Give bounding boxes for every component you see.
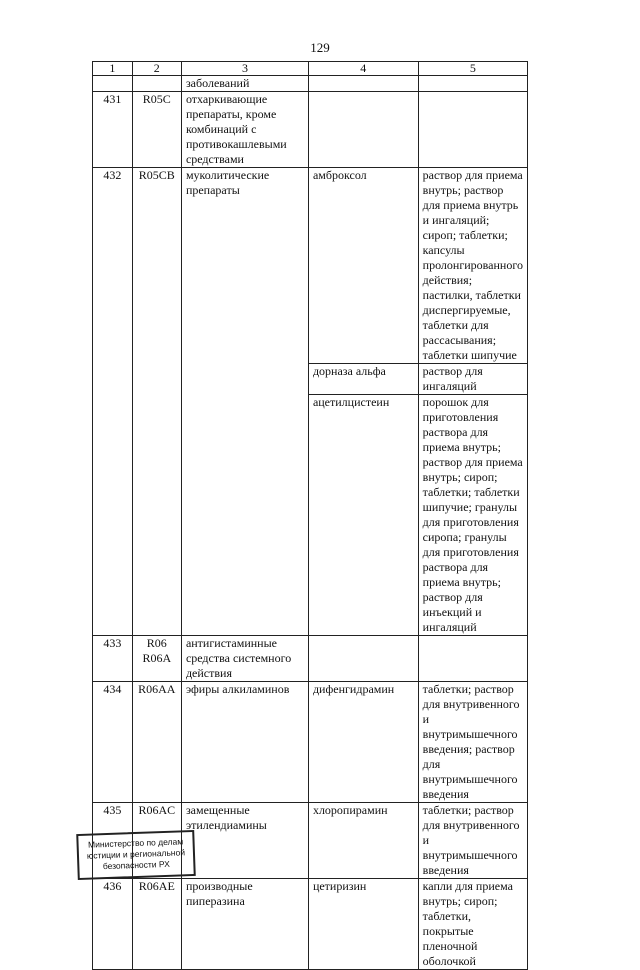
cell-number [93, 76, 133, 92]
cell-number: 431 [93, 92, 133, 168]
page-number: 129 [310, 40, 330, 55]
cell-dosage-form [418, 76, 527, 92]
column-number: 3 [181, 62, 308, 76]
cell-dosage-form: порошок для приготовления раствора для приема внутрь; раствор для приема внутрь; сироп; таблетки; таблетки шипучие; гранулы для приготовления сиропа; гранулы для приготовления раствора для приема внутрь; раствор для инъекций и ингаляций [418, 395, 527, 636]
cell-group-name: отхаркивающие препараты, кроме комбинаций с противокашлевыми средствами [181, 92, 308, 168]
cell-group-name: замещенные этилендиамины [181, 803, 308, 879]
stamp-line: безопасности РХ [102, 858, 171, 872]
cell-atc-code: R06AC [132, 803, 181, 879]
column-number: 4 [308, 62, 418, 76]
cell-atc-code: R05CB [132, 168, 181, 636]
atc-code-line: R06A [142, 651, 172, 665]
cell-group-name: производные пиперазина [181, 879, 308, 970]
cell-dosage-form [418, 92, 527, 168]
cell-atc-code: R05C [132, 92, 181, 168]
cell-drug-name: цетиризин [308, 879, 418, 970]
table-row [93, 92, 528, 168]
cell-atc-code [132, 636, 181, 682]
cell-dosage-form: капли для приема внутрь; сироп; таблетки, покрытые пленочной оболочкой [418, 879, 527, 970]
stamp-line: Министерство по делам [87, 836, 184, 850]
cell-atc-code: R06AE [132, 879, 181, 970]
table-row [93, 879, 528, 970]
table-row [93, 168, 528, 364]
table-row [93, 636, 528, 682]
cell-drug-name [308, 76, 418, 92]
cell-group-name: антигистаминные средства системного действия [181, 636, 308, 682]
cell-drug-name: хлоропирамин [308, 803, 418, 879]
cell-drug-name: дифенгидрамин [308, 682, 418, 803]
cell-number: 435 [93, 803, 133, 879]
cell-number: 433 [93, 636, 133, 682]
cell-dosage-form [418, 636, 527, 682]
cell-number: 434 [93, 682, 133, 803]
continuation-row [93, 76, 528, 92]
column-number: 2 [132, 62, 181, 76]
cell-drug-name: ацетилцистеин [308, 395, 418, 636]
registration-stamp [76, 830, 196, 880]
cell-atc-code [132, 76, 181, 92]
cell-dosage-form: раствор для приема внутрь; раствор для приема внутрь и ингаляций; сироп; таблетки; капсулы пролонгированного действия; пастилки, таблетки диспергируемые, таблетки для рассасывания; таблетки шипучие [418, 168, 527, 364]
cell-group-name: эфиры алкиламинов [181, 682, 308, 803]
cell-drug-name [308, 92, 418, 168]
cell-group-continuation: заболеваний [181, 76, 308, 92]
cell-number: 432 [93, 168, 133, 636]
cell-dosage-form: таблетки; раствор для внутривенного и внутримышечного введения; раствор для внутримышечного введения [418, 682, 527, 803]
cell-atc-code: R06AA [132, 682, 181, 803]
cell-dosage-form: таблетки; раствор для внутривенного и внутримышечного введения [418, 803, 527, 879]
atc-code-line: R06 [146, 636, 167, 650]
column-number: 1 [93, 62, 133, 76]
cell-number: 436 [93, 879, 133, 970]
stamp-line: юстиции и региональной [86, 847, 186, 861]
cell-drug-name: дорназа альфа [308, 364, 418, 395]
cell-group-name: муколитические препараты [181, 168, 308, 636]
cell-drug-name [308, 636, 418, 682]
column-number-row [93, 62, 528, 76]
column-number: 5 [418, 62, 527, 76]
table-row [93, 682, 528, 803]
cell-dosage-form: раствор для ингаляций [418, 364, 527, 395]
cell-drug-name: амброксол [308, 168, 418, 364]
